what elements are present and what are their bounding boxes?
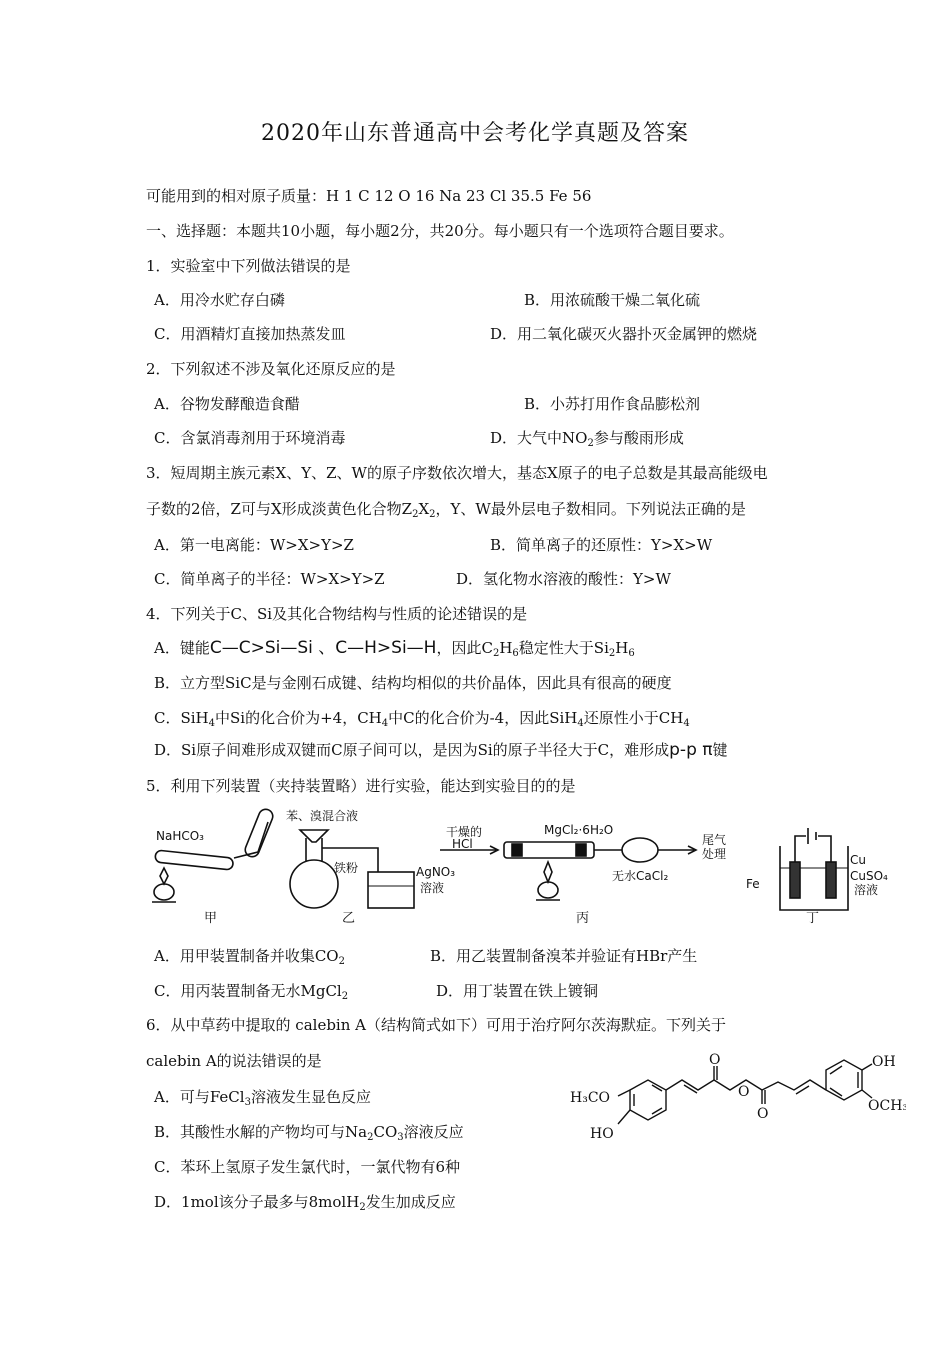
q3-stem-line1: 3．短周期主族元素X、Y、Z、W的原子序数依次增大，基态X原子的电子总数是其最高能级电 [146,464,768,482]
apparatus-ding [780,828,848,910]
q5-a-pre: A．用甲装置制备并收集CO [154,947,339,965]
q2-option-d [490,428,684,448]
q6-b-s1: 2 [367,1132,374,1143]
cu-electrode [826,862,836,898]
bond-och3-right [862,1090,872,1098]
fe-electrode [790,862,800,898]
q4-c-mid2: 中C的化合价为-4，因此SiH [388,709,578,727]
label-dry: 干燥的 [446,825,483,839]
label-bing: 丙 [576,911,590,926]
label-agno3: AgNO₃ [416,865,456,879]
label-ding: 丁 [806,911,820,926]
q4-a-h: H [499,639,513,657]
mol-oh-right: OH [872,1054,896,1070]
q1-option-a: A．用冷水贮存白磷 [154,291,285,309]
bond-oh-left [618,1110,630,1124]
apparatus-jia [152,807,275,902]
funnel-yi [300,830,328,842]
wire-l [795,836,806,862]
q2-d-sub: 2 [587,438,594,449]
q6-option-a [154,1087,371,1107]
label-tail1: 尾气 [702,833,727,847]
section-heading: 一、选择题：本题共10小题，每小题2分，共20分。每小题只有一个选项符合题目要求。 [146,222,734,240]
q5-option-c [154,981,348,1001]
q5-option-b: B．用乙装置制备溴苯并验证有HBr产生 [430,947,698,965]
q4-a-s3: 2 [608,648,616,659]
q2-stem: 2．下列叙述不涉及氧化还原反应的是 [146,360,396,378]
q5-option-a [154,946,345,966]
q6-b-post: 溶液反应 [403,1123,464,1141]
q4-stem: 4．下列关于C、Si及其化合物结构与性质的论述错误的是 [146,605,528,623]
q1-option-b: B．用浓硫酸干燥二氧化硫 [524,291,701,309]
burner-jia [154,884,174,900]
q4-a-h2: H [615,639,629,657]
q4-a-bonds: C—C>Si—Si 、C—H>Si—H [209,638,437,658]
q6-a-pre: A．可与FeCl [154,1088,245,1106]
q6-a-sub: 3 [244,1097,251,1108]
label-mgcl2: MgCl₂·6H₂O [544,823,614,837]
q4-option-d [154,740,728,760]
q4-a-s4: 6 [628,648,635,659]
q4-option-c [154,708,690,728]
q3-option-a: A．第一电离能：W>X>Y>Z [154,536,354,554]
q4-c-pre: C．SiH [154,709,209,727]
drying-tube-bing [622,838,658,862]
label-benzene: 苯、溴混合液 [286,809,359,823]
q4-d-pre: D．Si原子间难形成双键而C原子间可以，是因为Si的原子半径大于C，难形成 [154,741,670,759]
q3-option-c: C．简单离子的半径：W>X>Y>Z [154,570,385,588]
q6-stem-line2: calebin A的说法错误的是 [146,1052,322,1070]
collect-tube-jia [243,807,275,859]
label-agno3-sol: 溶液 [420,881,445,895]
label-jia: 甲 [204,911,218,926]
right-ring [826,1060,862,1100]
q3-stem2-sub1: 2 [412,509,419,520]
label-cuso4: CuSO₄ [850,869,888,883]
stopper-l [512,844,522,856]
wire-r [818,836,831,862]
q6-stem-line1: 6．从中草药中提取的 calebin A（结构简式如下）可用于治疗阿尔茨海默症。下列关于 [146,1016,726,1034]
page-title: 2020年山东普通高中会考化学真题及答案 [261,121,689,146]
apparatus-figure [146,806,900,926]
label-tail2: 处理 [702,847,727,861]
flask-yi [290,860,338,908]
q5-stem: 5．利用下列装置（夹持装置略）进行实验，能达到实验目的的是 [146,777,576,795]
q2-d-post: 参与酸雨形成 [593,429,684,447]
q6-a-post: 溶液发生显色反应 [250,1088,371,1106]
q6-b-s2: 3 [397,1132,404,1143]
q4-a-pre: A．键能 [154,639,210,657]
q5-a-sub: 2 [338,956,345,967]
q2-option-b: B．小苏打用作食品膨松剂 [524,395,701,413]
flame-bing [544,862,552,882]
q2-d-pre: D．大气中NO [490,429,588,447]
q4-c-s3: 4 [577,718,584,729]
burner-bing [538,882,558,898]
label-cu: Cu [850,853,866,867]
left-ring [630,1080,666,1120]
q3-stem2-sub2: 2 [429,509,436,520]
mol-ho-left: HO [590,1126,614,1142]
mol-och3: OCH₃ [868,1098,906,1114]
molecule-svg [566,1050,906,1160]
q4-a-mid2: 稳定性大于Si [518,639,609,657]
q1-stem: 1．实验室中下列做法错误的是 [146,257,351,275]
q6-d-post: 发生加成反应 [365,1193,456,1211]
q4-c-s4: 4 [683,718,690,729]
q1-option-c: C．用酒精灯直接加热蒸发皿 [154,325,346,343]
ester-chain [762,1080,826,1090]
q2-option-a: A．谷物发酵酿造食醋 [154,395,300,413]
q5-c-sub: 2 [341,991,349,1002]
q4-c-mid: 中Si的化合价为+4，CH [215,709,382,727]
calebin-a-structure [566,1050,906,1160]
flame-jia [160,868,168,884]
q3-stem2-pre: 子数的2倍，Z可与X形成淡黄色化合物Z [146,500,413,518]
mol-h3co: H₃CO [570,1090,611,1106]
mol-o-carbonyl: O [757,1106,769,1122]
q4-c-s2: 4 [381,718,389,729]
q6-option-b [154,1122,464,1142]
q2-option-c: C．含氯消毒剂用于环境消毒 [154,429,346,447]
q4-c-s1: 4 [208,718,216,729]
q6-b-pre: B．其酸性水解的产物均可与Na [154,1123,368,1141]
chain-db1 [684,1085,697,1093]
q6-d-sub: 2 [359,1202,366,1213]
q4-a-s2: 6 [512,648,519,659]
q6-option-c: C．苯环上氢原子发生氯代时，一氯代物有6种 [154,1158,461,1176]
q4-d-pp: p-p π [669,740,713,760]
q3-option-d: D．氢化物水溶液的酸性：Y>W [456,570,671,588]
q4-a-s1: 2 [492,648,500,659]
label-cuso4-sol: 溶液 [854,883,879,897]
test-tube-jia [155,850,234,870]
q4-d-post: 键 [712,741,728,759]
label-iron: 铁粉 [334,861,359,875]
label-hcl: HCl [452,837,473,851]
mol-o-ester: O [738,1084,750,1100]
q3-stem2-mid: X [418,500,430,518]
label-nahco3: NaHCO₃ [156,829,204,843]
stopper-r [576,844,586,856]
q4-c-mid3: 还原性小于CH [583,709,684,727]
q1-option-d: D．用二氧化碳灭火器扑灭金属钾的燃烧 [490,325,758,343]
label-yi: 乙 [342,911,356,926]
beaker-yi [368,872,414,908]
q6-d-pre: D．1mol该分子最多与8molH [154,1193,360,1211]
bond-oh-right [862,1064,872,1070]
q3-stem-line2 [146,499,746,519]
q4-option-a [154,638,635,658]
q6-b-mid: CO [373,1123,398,1141]
q4-option-b: B．立方型SiC是与金刚石成键、结构均相似的共价晶体，因此具有很高的硬度 [154,674,672,692]
q6-option-d [154,1192,456,1212]
q4-a-mid: ，因此C [436,639,493,657]
apparatus-svg [146,806,900,926]
q3-stem2-post: ，Y、W最外层电子数相同。下列说法正确的是 [435,500,746,518]
bond-och3-left [618,1090,630,1096]
label-fe: Fe [746,877,760,891]
atomic-mass-line: 可能用到的相对原子质量：H 1 C 12 O 16 Na 23 Cl 35.5 Fe 56 [146,187,592,205]
q5-option-d: D．用丁装置在铁上镀铜 [436,982,599,1000]
q3-option-b: B．简单离子的还原性：Y>X>W [490,536,713,554]
mol-o-ketone: O [709,1052,721,1068]
left-ring-db1 [652,1085,662,1091]
label-cacl2: 无水CaCl₂ [612,869,669,883]
q5-c-pre: C．用丙装置制备无水MgCl [154,982,342,1000]
